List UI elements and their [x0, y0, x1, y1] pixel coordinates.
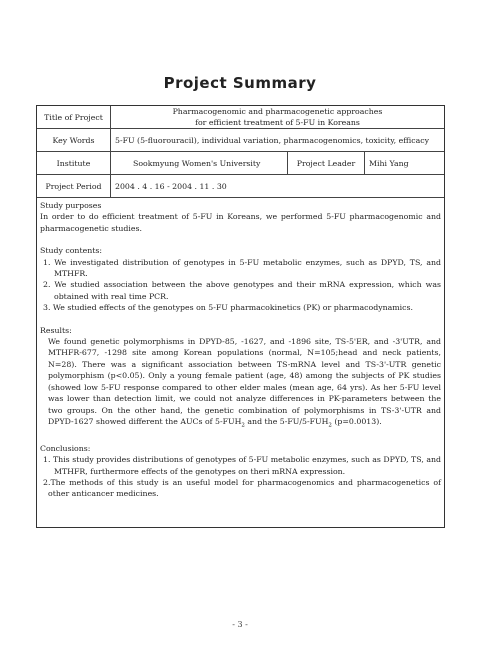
- results-text: [40, 336, 441, 432]
- period-value: 2004 . 4 . 16 - 2004 . 11 . 30: [111, 175, 445, 198]
- conclusions-item-2: 2.The methods of this study is an useful model for pharmacogenomics and pharmacogenetics of other anticancer medicines.: [43, 478, 441, 499]
- institute-label: Institute: [37, 152, 111, 175]
- title-line-2: for efficient treatment of 5-FU in Koreans: [195, 118, 360, 127]
- title-line-1: Pharmacogenomic and pharmacogenetic approaches: [172, 107, 383, 116]
- institute-row: [37, 152, 444, 175]
- keywords-label: Key Words: [37, 129, 111, 152]
- leader-value: Mihi Yang: [365, 152, 445, 175]
- project-info-table: [37, 106, 444, 198]
- title-label: Title of Project: [37, 106, 111, 129]
- title-value: [111, 106, 445, 129]
- institute-value: Sookmyung Women's University: [111, 152, 288, 175]
- keywords-row: [37, 129, 444, 152]
- contents-item-3: 3. We studied effects of the genotypes on 5-FU pharmacokinetics (PK) or pharmacodynamics.: [43, 303, 413, 313]
- contents-heading: Study contents:: [40, 246, 102, 256]
- leader-label: Project Leader: [288, 152, 365, 175]
- period-row: [37, 175, 444, 198]
- results-text-main: We found genetic polymorphisms in DPYD-85, -1627, and -1896 site, TS-5'ER, and -3'UTR, and MTHFR-677, -1298 site among Korean populations (normal, N=105;head and neck patients, N=28). There was a significant association between TS-mRNA level and TS-3'-UTR genetic polymorphism (p<0.05). Only a young female patient (age, 48) among the subjects of PK studies (showed low 5-FU response compared to other elder males (mean age, 64 yrs). As her 5-FU level was lower than detection limit, we could not analyze differences in PK-parameters between the two groups. On the other hand, the genetic combination of polymorphisms in TS-3'-UTR and DPYD-1627 showed different the AUCs of 5-FUH: [48, 337, 441, 426]
- conclusions-item-1: 1. This study provides distributions of genotypes of 5-FU metabolic enzymes, such as DPYD, TS, and MTHFR, furthermore effects of the genotypes on theri mRNA expression.: [43, 455, 441, 476]
- title-row: [37, 106, 444, 129]
- summary-body: [37, 198, 444, 500]
- page-title: Project Summary: [163, 74, 317, 92]
- results-sub-1: 2: [241, 422, 245, 429]
- summary-frame: [36, 105, 445, 528]
- results-text-mid: and the 5-FU/5-FUH: [244, 416, 329, 426]
- page-number: - 3 -: [232, 620, 248, 629]
- purposes-text: In order to do efficient treatment of 5-FU in Koreans, we performed 5-FU pharmacogenomic and pharmacogenetic studies.: [40, 212, 441, 233]
- results-text-end: (p=0.0013).: [331, 416, 382, 426]
- results-heading: Results:: [40, 325, 72, 335]
- results-sub-2: 2: [328, 422, 332, 429]
- purposes-heading: Study purposes: [40, 201, 102, 210]
- conclusions-heading: Conclusions:: [40, 443, 91, 453]
- contents-item-1: 1. We investigated distribution of genotypes in 5-FU metabolic enzymes, such as DPYD, TS, and MTHFR.: [43, 257, 441, 279]
- period-label: Project Period: [37, 175, 111, 198]
- contents-item-2: 2. We studied association between the above genotypes and their mRNA expression, which was obtained with real time PCR.: [43, 280, 441, 301]
- keywords-value: 5-FU (5-fluorouracil), individual variation, pharmacogenomics, toxicity, efficacy: [111, 129, 445, 152]
